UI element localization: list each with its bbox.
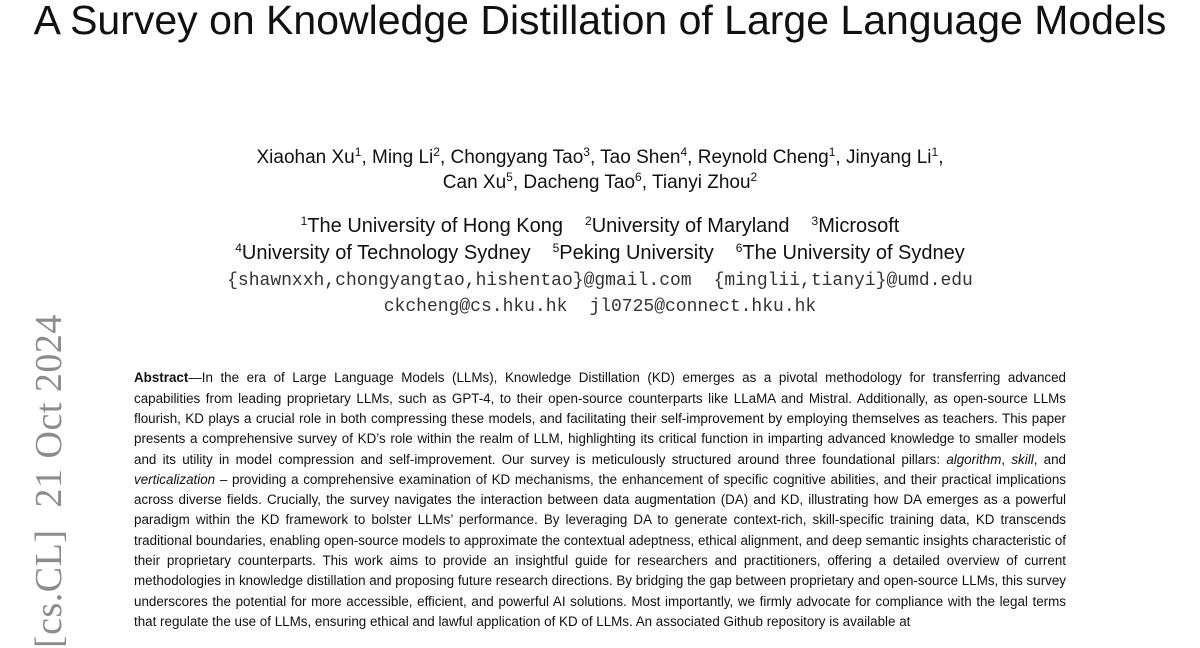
affiliation-list <box>0 213 1200 267</box>
author-separator: , <box>641 172 652 193</box>
author-separator: , <box>589 147 601 168</box>
author-line-2 <box>0 170 1200 195</box>
affiliation-number: 3 <box>811 214 819 228</box>
abstract-text-part-2: – providing a comprehensive examination of KD mechanisms, the enhancement of specific cognitive abilities, and their practical implications across diverse fields. Crucially, the survey navigates the interaction between data augmentation (DA) and KD, illustrating how DA emerges as a powerful paradigm within the KD framework to bolster LLMs’ performance. By leveraging DA to generate context-rich, skill-specific training data, KD transcends traditional boundaries, enabling open-source models to approximate the contextual adeptness, ethical alignment, and deep semantic insights characteristic of their proprietary counterparts. This work aims to provide an insightful guide for researchers and practitioners, offering a detailed overview of current methodologies in knowledge distillation and proposing future research directions. By bridging the gap between proprietary and open-source LLMs, this survey underscores the potential for more accessible, efficient, and powerful AI solutions. Most importantly, we firmly advocate for compliance with the legal terms that regulate the use of LLMs, ensuring ethical and lawful application of KD of LLMs. An associated Github repository is available at <box>134 471 1066 629</box>
author-name: Dacheng Tao <box>523 172 636 193</box>
affiliation-marker: 1 <box>354 145 362 159</box>
email-address: ckcheng@cs.hku.hk <box>383 297 568 317</box>
email-address: jl0725@connect.hku.hk <box>589 297 817 317</box>
affiliation-marker: 1 <box>828 145 836 159</box>
author-list <box>0 145 1200 195</box>
abstract <box>134 368 1066 632</box>
affiliation-name: University of Maryland <box>591 215 790 237</box>
author-line-1 <box>0 145 1200 170</box>
abstract-separator: , and <box>1033 451 1066 467</box>
author-separator: , <box>835 147 846 168</box>
author-separator: , <box>361 147 372 168</box>
affiliation-number: 2 <box>585 214 592 228</box>
email-address: {shawnxxh,chongyangtao,hishentao}@gmail.com <box>227 271 692 291</box>
author-name: Xiaohan Xu <box>256 147 355 168</box>
email-list <box>0 268 1200 320</box>
affiliation-marker: 1 <box>931 145 939 159</box>
affiliation-number: 6 <box>735 241 743 255</box>
affiliation-name: University of Technology Sydney <box>241 242 531 264</box>
author-name: Tao Shen <box>600 147 681 168</box>
author-separator: , <box>938 147 944 168</box>
abstract-text-part-1: In the era of Large Language Models (LLMs), Knowledge Distillation (KD) emerges as a pivotal methodology for transferring advanced capabilities from leading proprietary LLMs, such as GPT-4, to their open-source counterparts like LLaMA and Mistral. Additionally, as open-source LLMs flourish, KD plays a crucial role in both compressing these models, and facilitating their self-improvement by employing themselves as teachers. This paper presents a comprehensive survey of KD’s role within the realm of LLM, highlighting its critical function in imparting advanced knowledge to smaller models and its utility in model compression and self-improvement. Our survey is meticulously structured around three foundational pillars: <box>134 370 1066 467</box>
paper-title: A Survey on Knowledge Distillation of Large Language Models <box>33 0 1167 43</box>
arxiv-stamp <box>30 314 68 648</box>
pillar-verticalization: verticalization <box>134 471 216 487</box>
affiliation-marker: 2 <box>433 145 440 159</box>
author-separator: , <box>512 172 524 193</box>
affiliation-marker: 5 <box>506 170 513 184</box>
abstract-label: Abstract <box>134 370 189 386</box>
author-separator: , <box>439 147 451 168</box>
email-line-2 <box>0 294 1200 320</box>
email-address: {minglii,tianyi}@umd.edu <box>713 271 973 291</box>
abstract-separator: , <box>1001 451 1012 467</box>
author-name: Reynold Cheng <box>697 147 829 168</box>
affiliation-number: 4 <box>235 241 242 255</box>
affiliation-name: Peking University <box>559 242 714 264</box>
author-name: Jinyang Li <box>845 147 932 168</box>
abstract-dash: — <box>188 370 202 386</box>
affiliation-marker: 4 <box>680 145 688 159</box>
affiliation-name: The University of Sydney <box>742 242 965 264</box>
author-name: Can Xu <box>442 172 507 193</box>
arxiv-date: 21 Oct 2024 <box>28 314 70 508</box>
arxiv-category: [cs.CL] <box>28 529 70 648</box>
pillar-algorithm: algorithm <box>946 451 1002 467</box>
affiliation-number: 1 <box>300 214 308 228</box>
author-name: Chongyang Tao <box>450 147 584 168</box>
email-line-1 <box>0 268 1200 294</box>
author-separator: , <box>687 147 698 168</box>
affiliation-marker: 3 <box>583 145 590 159</box>
affiliation-name: The University of Hong Kong <box>307 215 564 237</box>
affiliation-marker: 2 <box>750 170 758 184</box>
pillar-skill: skill <box>1011 451 1034 467</box>
author-name: Tianyi Zhou <box>651 172 751 193</box>
affiliation-marker: 6 <box>635 170 642 184</box>
affiliation-line-2 <box>0 240 1200 267</box>
affiliation-number: 5 <box>552 241 560 255</box>
affiliation-name: Microsoft <box>818 215 900 237</box>
author-name: Ming Li <box>372 147 434 168</box>
affiliation-line-1 <box>0 213 1200 240</box>
